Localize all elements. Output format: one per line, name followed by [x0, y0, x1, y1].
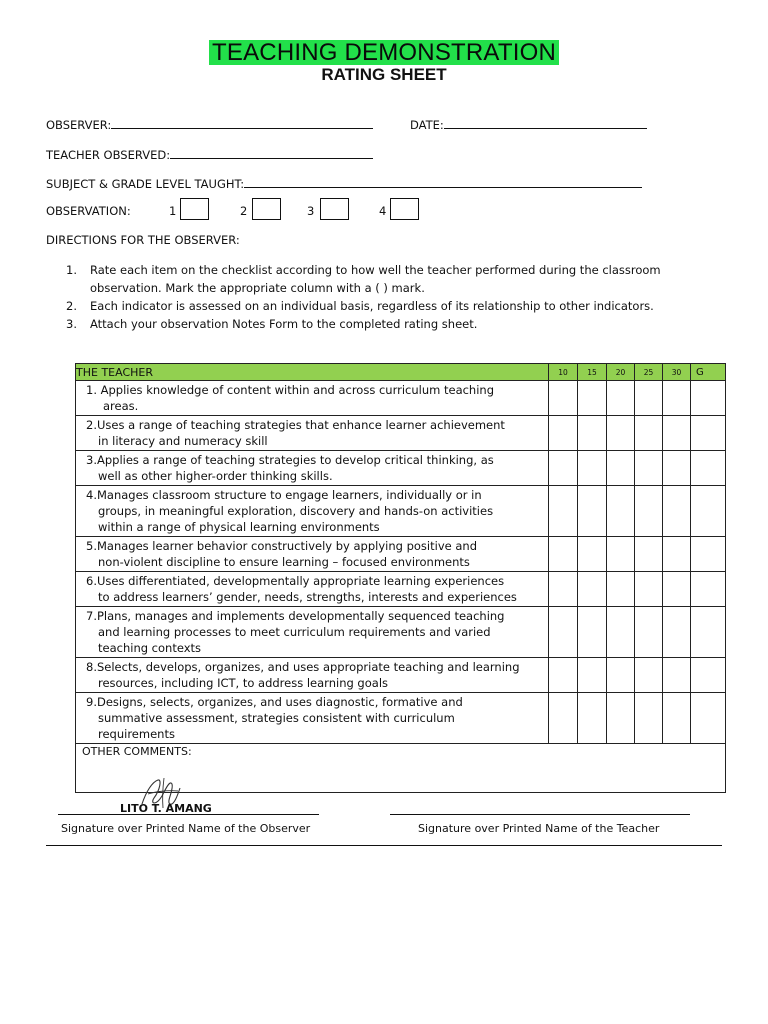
rating-cell[interactable]: [578, 416, 607, 451]
other-comments-label: OTHER COMMENTS:: [82, 745, 192, 758]
header-score-25: 25: [635, 364, 663, 381]
rating-cell[interactable]: [549, 693, 578, 744]
observation-option-1-label: 1: [169, 204, 177, 218]
direction-item: 1. Rate each item on the checklist according to how well the teacher performed during the classroom observation. Mark the appropriate column with a ( ) mark.: [66, 263, 661, 295]
bottom-divider: [46, 845, 722, 846]
rating-cell[interactable]: [691, 486, 726, 537]
table-row: [76, 537, 726, 572]
header-score-30: 30: [663, 364, 691, 381]
rating-cell[interactable]: [663, 693, 691, 744]
header-score-20: 20: [607, 364, 635, 381]
observation-option-1-box[interactable]: [180, 198, 209, 220]
rating-cell[interactable]: [607, 486, 635, 537]
rating-cell[interactable]: [635, 537, 663, 572]
rating-cell[interactable]: [663, 451, 691, 486]
rating-cell[interactable]: [635, 381, 663, 416]
table-row: [76, 416, 726, 451]
rating-cell[interactable]: [663, 537, 691, 572]
rating-cell[interactable]: [691, 607, 726, 658]
rating-cell[interactable]: [549, 572, 578, 607]
rating-cell[interactable]: [635, 607, 663, 658]
date-line[interactable]: [444, 116, 647, 129]
rating-cell[interactable]: [635, 451, 663, 486]
rating-cell[interactable]: [607, 537, 635, 572]
date-label: DATE:: [410, 118, 444, 132]
teacher-signature-line[interactable]: [390, 814, 690, 815]
observation-option-3-box[interactable]: [320, 198, 349, 220]
rating-cell[interactable]: [578, 451, 607, 486]
subject-grade-line[interactable]: [244, 175, 642, 188]
document-subtitle: RATING SHEET: [321, 65, 447, 84]
signature-area: [0, 770, 768, 860]
rating-cell[interactable]: [607, 381, 635, 416]
observer-signature-caption: Signature over Printed Name of the Observer: [61, 822, 311, 835]
rating-cell[interactable]: [691, 381, 726, 416]
rating-cell[interactable]: [635, 693, 663, 744]
rating-cell[interactable]: [578, 658, 607, 693]
direction-item: 2. Each indicator is assessed on an individual basis, regardless of its relationship to other indicators.: [66, 299, 654, 313]
rating-cell[interactable]: [549, 416, 578, 451]
indicator-4: 4.Manages classroom structure to engage learners, individually or in groups, in meaningful exploration, discovery and hands-on activities within a range of physical learning environments: [76, 486, 549, 537]
rating-cell[interactable]: [607, 572, 635, 607]
rating-cell[interactable]: [663, 607, 691, 658]
observer-line[interactable]: [111, 116, 373, 129]
rating-cell[interactable]: [663, 486, 691, 537]
rating-cell[interactable]: [691, 693, 726, 744]
direction-item: 3. Attach your observation Notes Form to the completed rating sheet.: [66, 317, 478, 331]
rating-cell[interactable]: [578, 607, 607, 658]
teacher-observed-line[interactable]: [170, 146, 373, 159]
rating-cell[interactable]: [578, 572, 607, 607]
rating-cell[interactable]: [549, 381, 578, 416]
table-header-row: [76, 364, 726, 381]
indicator-8: 8.Selects, develops, organizes, and uses appropriate teaching and learning resources, including ICT, to address learning goals: [76, 658, 549, 693]
document-title: TEACHING DEMONSTRATION: [209, 40, 559, 65]
directions-list: [66, 261, 716, 333]
observer-printed-name: LITO T. AMANG: [120, 802, 212, 815]
rating-cell[interactable]: [635, 572, 663, 607]
rating-cell[interactable]: [549, 607, 578, 658]
observer-field: [46, 116, 373, 132]
table-row: [76, 486, 726, 537]
table-row: [76, 381, 726, 416]
rating-cell[interactable]: [607, 451, 635, 486]
indicator-6: 6.Uses differentiated, developmentally appropriate learning experiences to address learners’ gender, needs, strengths, interests and experiences: [76, 572, 549, 607]
table-row: [76, 572, 726, 607]
table-row: [76, 451, 726, 486]
indicator-2: 2.Uses a range of teaching strategies that enhance learner achievement in literacy and numeracy skill: [76, 416, 549, 451]
table-row: [76, 693, 726, 744]
rating-cell[interactable]: [663, 658, 691, 693]
directions-title: DIRECTIONS FOR THE OBSERVER:: [46, 233, 240, 247]
observer-label: OBSERVER:: [46, 118, 112, 132]
indicator-1: 1. Applies knowledge of content within and across curriculum teaching areas.: [76, 381, 549, 416]
teacher-observed-field: [46, 146, 373, 162]
observation-option-4-box[interactable]: [390, 198, 419, 220]
observation-option-2-label: 2: [240, 204, 248, 218]
indicator-5: 5.Manages learner behavior constructively by applying positive and non-violent discipline to ensure learning – focused environments: [76, 537, 549, 572]
rating-cell[interactable]: [691, 451, 726, 486]
teacher-signature-caption: Signature over Printed Name of the Teacher: [418, 822, 660, 835]
rating-cell[interactable]: [578, 537, 607, 572]
rating-cell[interactable]: [635, 658, 663, 693]
rating-cell[interactable]: [663, 381, 691, 416]
rating-cell[interactable]: [578, 693, 607, 744]
observation-option-3-label: 3: [307, 204, 315, 218]
date-field: [410, 116, 647, 132]
header-the-teacher: THE TEACHER: [76, 364, 549, 381]
rating-cell[interactable]: [691, 572, 726, 607]
rating-cell[interactable]: [549, 658, 578, 693]
observation-label: OBSERVATION:: [46, 204, 131, 218]
rating-cell[interactable]: [607, 416, 635, 451]
observation-option-4-label: 4: [379, 204, 387, 218]
rating-cell[interactable]: [691, 416, 726, 451]
header-score-15: 15: [578, 364, 607, 381]
header-g: G: [691, 364, 726, 381]
rating-cell[interactable]: [691, 658, 726, 693]
subject-grade-field: [46, 175, 642, 191]
indicator-7: 7.Plans, manages and implements developmentally sequenced teaching and learning processes to meet curriculum requirements and varied teaching contexts: [76, 607, 549, 658]
rating-cell[interactable]: [549, 537, 578, 572]
rating-cell[interactable]: [635, 486, 663, 537]
indicator-9: 9.Designs, selects, organizes, and uses diagnostic, formative and summative assessment, strategies consistent with curriculum requirements: [76, 693, 549, 744]
indicator-3: 3.Applies a range of teaching strategies to develop critical thinking, as well as other higher-order thinking skills.: [76, 451, 549, 486]
table-row: [76, 607, 726, 658]
rating-cell[interactable]: [635, 416, 663, 451]
observation-option-2-box[interactable]: [252, 198, 281, 220]
observer-signature-line[interactable]: [58, 814, 319, 815]
teacher-observed-label: TEACHER OBSERVED:: [46, 148, 171, 162]
rating-cell[interactable]: [549, 451, 578, 486]
rating-cell[interactable]: [607, 607, 635, 658]
rating-cell[interactable]: [607, 693, 635, 744]
rating-cell[interactable]: [578, 381, 607, 416]
rating-cell[interactable]: [578, 486, 607, 537]
rating-cell[interactable]: [663, 572, 691, 607]
subject-grade-label: SUBJECT & GRADE LEVEL TAUGHT:: [46, 177, 245, 191]
rating-cell[interactable]: [549, 486, 578, 537]
table-row: [76, 658, 726, 693]
rating-cell[interactable]: [691, 537, 726, 572]
rating-cell[interactable]: [663, 416, 691, 451]
header-score-10: 10: [549, 364, 578, 381]
rating-checklist-table: [75, 363, 726, 793]
rating-cell[interactable]: [607, 658, 635, 693]
